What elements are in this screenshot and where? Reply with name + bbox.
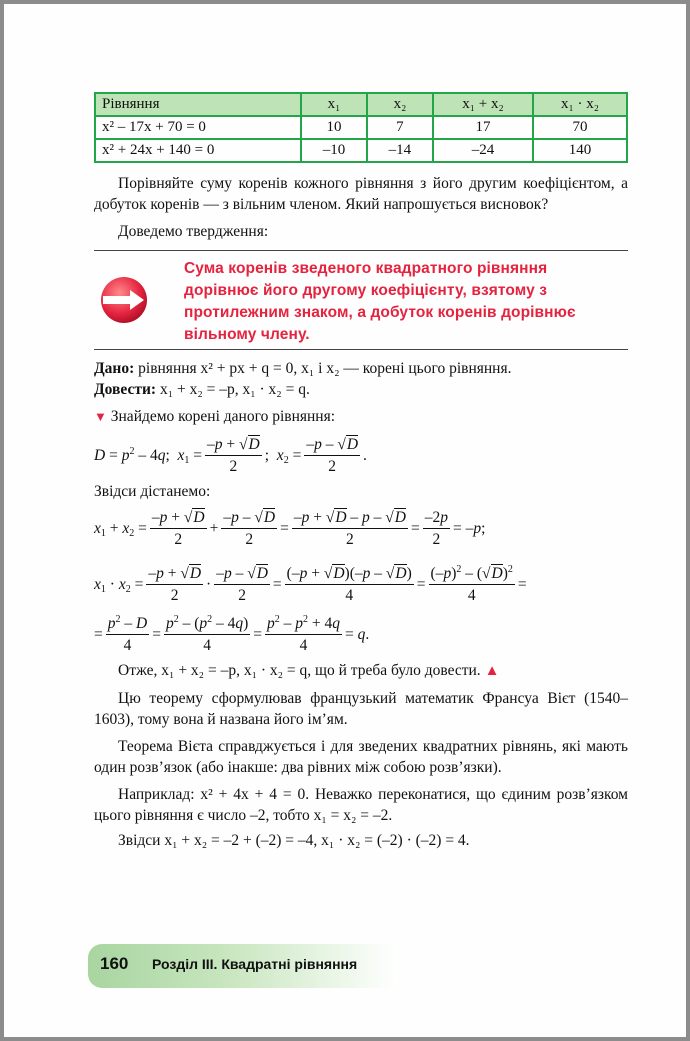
theorem-bottom-rule [94,349,628,350]
formula-roots: $D = p^2 - 4q$; $x_1$ = $\frac{-p + √D}{2}$ ; $x_2$ = $\frac{-p - √D}{2}$ . [94,435,367,475]
conclusion-text: Отже, x₁ + x₂ = –p, x₁ · x₂ = q, що й треба було довести. [118,662,481,679]
arrow-ball-icon [100,276,148,324]
formula-sum: $x_1 + x_2$ = $\frac{-p + √D}{2}$ + $\frac{-p - √D}{2}$ = $\frac{-p + √D - p - √D}{2}$ = $\frac{-2p}{2}$ = –p; [94,508,486,548]
table-cell: 7 [367,116,433,139]
table-cell: 140 [533,139,627,162]
step-find-roots-text: Знайдемо корені даного рівняння: [110,408,336,425]
theorem-box [94,254,628,346]
header-cell: x₂ [367,93,433,116]
table-cell: 70 [533,116,627,139]
table-row [95,116,627,139]
header-cell: x₁ · x₂ [533,93,627,116]
table-row [95,139,627,162]
formula-product-cont: = $\frac{p^2 - D}{4}$ = $\frac{p^2 - (p^2 - 4q)}{4}$ = $\frac{p^2 - p^2 + 4q}{4}$ = q. [94,613,370,654]
table-cell: –24 [433,139,533,162]
content [94,92,628,851]
chapter-title: Розділ III. Квадратні рівняння [152,956,358,972]
header-cell: x₁ [301,93,367,116]
step-find-roots [94,406,628,427]
table-cell: –10 [301,139,367,162]
paragraph-prove-intro: Доведемо твердження: [118,223,269,240]
table-cell: x² – 17x + 70 = 0 [95,116,301,139]
prove-line [94,379,628,400]
prove-label: Довести: [94,381,157,398]
given-label: Дано: [94,360,135,377]
given-text: рівняння x² + px + q = 0, x₁ і x₂ — корені цього рівняння. [138,360,512,377]
equations-table [94,92,628,163]
prove-text: x₁ + x₂ = –p, x₁ · x₂ = q. [159,381,310,398]
table-cell: 10 [301,116,367,139]
table-cell: x² + 24x + 140 = 0 [95,139,301,162]
table-cell: –14 [367,139,433,162]
conclusion-line [94,660,628,682]
paragraph-compare: Порівняйте суму коренів кожного рівняння з його другим коефіцієнтом, а добуток коренів — з вільним членом. Який напрошується висновок? [94,175,628,213]
table-cell: 17 [433,116,533,139]
given-line [94,358,628,379]
paragraph-viet: Цю теорему сформулював французький математик Франсуа Вієт (1540–1603), тому вона й названа його ім’ям. [94,690,628,728]
paragraph-example: Наприклад: x² + 4x + 4 = 0. Неважко переконатися, що єдиним розв’язком цього рівняння є число –2, тобто x₁ = x₂ = –2. [94,786,628,824]
triangle-up-icon: ▲ [484,663,500,679]
paragraph-one-solution: Теорема Вієта справджується і для зведених квадратних рівнянь, які мають один розв’язок (або інакше: два рівних між собою розв’язки). [94,738,628,776]
page-number: 160 [100,954,129,973]
table-header-row [95,93,627,116]
step-derive: Звідси дістанемо: [94,483,211,500]
theorem-text: Сума коренів зведеного квадратного рівняння дорівнює його другому коефіцієнту, взятому з протилежним знаком, а добуток коренів дорівнює вільному члену. [184,260,576,343]
paragraph-example-result: Звідси x₁ + x₂ = –2 + (–2) = –4, x₁ · x₂ = (–2) · (–2) = 4. [118,832,470,849]
header-cell: x₁ + x₂ [433,93,533,116]
triangle-down-icon: ▼ [94,409,107,424]
header-cell: Рівняння [95,93,301,116]
formula-product: $x_1 \cdot x_2$ = $\frac{-p + √D}{2}$ · $\frac{-p - √D}{2}$ = $\frac{(-p + √D)(-p - √D)}{4}$ = $\frac{(-p)^2 - (√D)^2}{4}$ = [94,563,527,604]
theorem-top-rule [94,250,628,251]
